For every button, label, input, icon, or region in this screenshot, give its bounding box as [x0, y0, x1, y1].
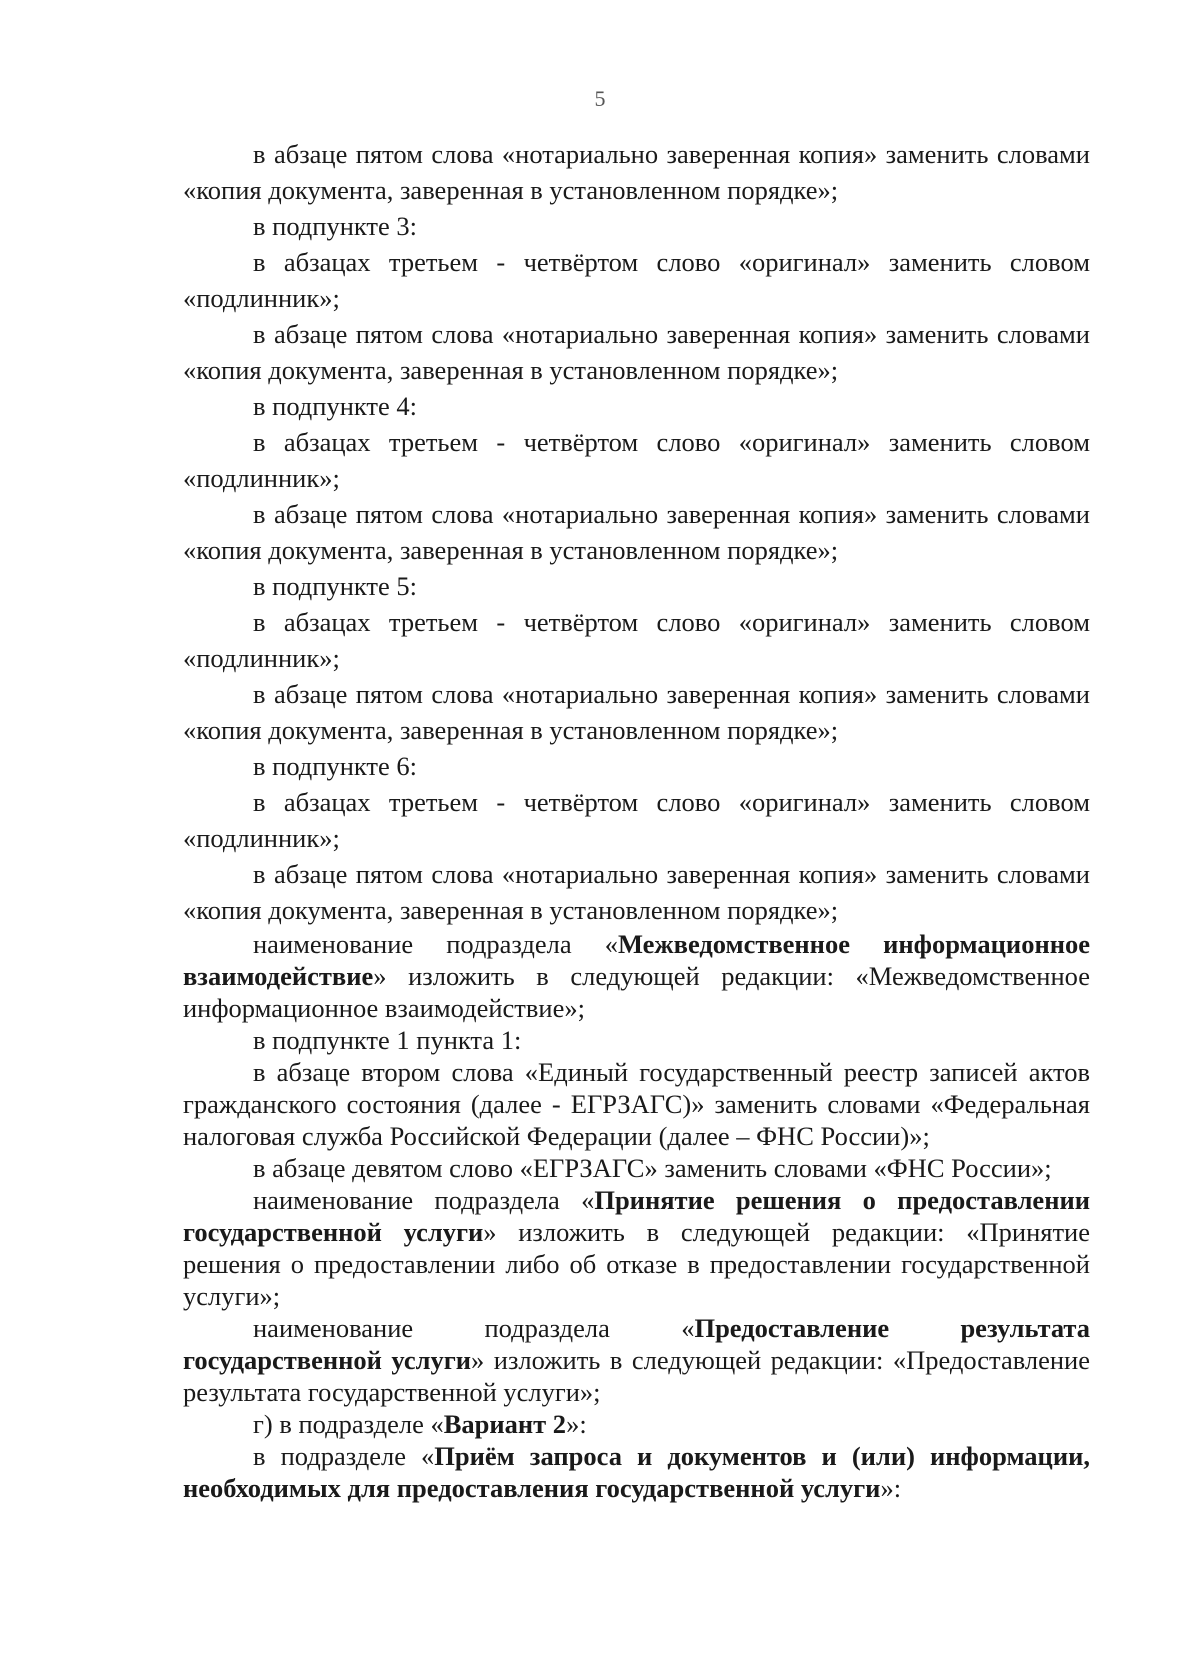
page-number: 5 — [594, 86, 606, 111]
paragraph: в абзаце втором слова «Единый государственный реестр записей актов гражданского состояния (далее - ЕГРЗАГС)» заменить словами «Федеральная налоговая служба Российской Федерации (далее – ФНС России)»; — [183, 1057, 1090, 1151]
paragraph: в подпункте 3: — [253, 211, 418, 241]
subsection-title: Вариант 2 — [443, 1409, 567, 1439]
subsection-title: Приём запроса и документов и (или) информации, необходимых для предоставления государственной услуги — [183, 1441, 1090, 1503]
text-run: » изложить в следующей редакции: «Принятие решения о предоставлении либо об отказе в предоставлении государственной услуги»; — [183, 1217, 1090, 1311]
paragraph: в абзаце пятом слова «нотариально заверенная копия» заменить словами «копия документа, заверенная в установленном порядке»; — [183, 679, 1090, 745]
paragraph: в подпункте 6: — [253, 751, 418, 781]
text-run: наименование подраздела « — [253, 1313, 695, 1343]
text-run: » изложить в следующей редакции: «Межведомственное информационное взаимодействие»; — [183, 961, 1090, 1023]
paragraph: в абзацах третьем - четвёртом слово «оригинал» заменить словом «подлинник»; — [183, 787, 1090, 853]
paragraph: в абзаце пятом слова «нотариально заверенная копия» заменить словами «копия документа, заверенная в установленном порядке»; — [183, 319, 1090, 385]
paragraph: в абзаце пятом слова «нотариально заверенная копия» заменить словами «копия документа, заверенная в установленном порядке»; — [183, 859, 1090, 925]
paragraph: в абзацах третьем - четвёртом слово «оригинал» заменить словом «подлинник»; — [183, 427, 1090, 493]
paragraph: в абзаце пятом слова «нотариально заверенная копия» заменить словами «копия документа, заверенная в установленном порядке»; — [183, 139, 1090, 205]
paragraph: в подпункте 5: — [253, 571, 418, 601]
paragraph-subsection-request — [183, 1440, 1090, 1504]
paragraph: в подпункте 4: — [253, 391, 418, 421]
text-run: наименование подраздела « — [253, 929, 618, 959]
paragraph-subsection-interagency — [183, 928, 1090, 1024]
subsection-title: Межведомственное информационное взаимодействие — [183, 929, 1090, 991]
paragraph-subsection-result — [183, 1312, 1090, 1408]
text-run: » изложить в следующей редакции: «Предоставление результата государственной услуги»; — [183, 1345, 1090, 1407]
text-run: в подразделе « — [253, 1441, 435, 1471]
subsection-title: Принятие решения о предоставлении государственной услуги — [183, 1185, 1090, 1247]
document-body — [183, 136, 1090, 1504]
text-run: »: — [880, 1473, 902, 1503]
paragraph: в абзаце девятом слово «ЕГРЗАГС» заменить словами «ФНС России»; — [253, 1153, 1052, 1183]
paragraph-variant — [183, 1408, 1090, 1440]
paragraph: в подпункте 1 пункта 1: — [253, 1025, 522, 1055]
paragraph: в абзаце пятом слова «нотариально заверенная копия» заменить словами «копия документа, заверенная в установленном порядке»; — [183, 499, 1090, 565]
text-run: г) в подразделе « — [253, 1409, 444, 1439]
subsection-title: Предоставление результата государственной услуги — [183, 1313, 1090, 1375]
text-run: наименование подраздела « — [253, 1185, 595, 1215]
paragraph-subsection-decision — [183, 1184, 1090, 1312]
text-run: »: — [566, 1409, 587, 1439]
paragraph: в абзацах третьем - четвёртом слово «оригинал» заменить словом «подлинник»; — [183, 607, 1090, 673]
paragraph: в абзацах третьем - четвёртом слово «оригинал» заменить словом «подлинник»; — [183, 247, 1090, 313]
